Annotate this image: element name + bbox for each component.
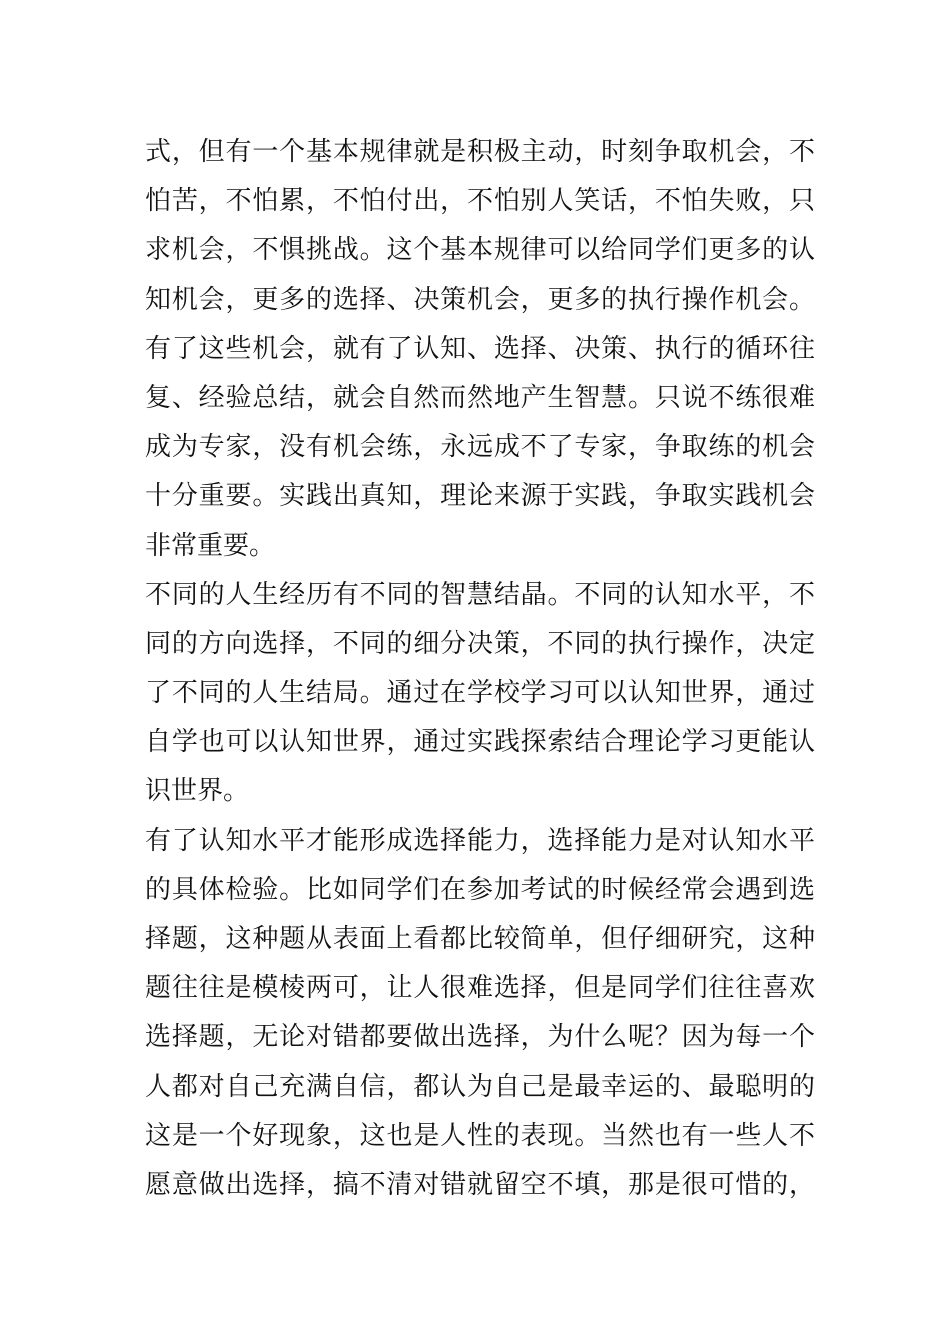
- text-line: 选择题，无论对错都要做出选择，为什么呢？因为每一个: [145, 1022, 815, 1053]
- text-line: 怕苦，不怕累，不怕付出，不怕别人笑话，不怕失败，只: [145, 186, 815, 217]
- text-line: 求机会，不惧挑战。这个基本规律可以给同学们更多的认: [145, 235, 815, 266]
- text-line: 愿意做出选择，搞不清对错就留空不填，那是很可惜的，: [145, 1169, 815, 1200]
- text-line: 非常重要。: [145, 530, 276, 561]
- text-line: 的具体检验。比如同学们在参加考试的时候经常会遇到选: [145, 874, 815, 905]
- text-line: 不同的人生经历有不同的智慧结晶。不同的认知水平，不: [145, 579, 815, 610]
- text-line: 知机会，更多的选择、决策机会，更多的执行操作机会。: [145, 284, 815, 315]
- text-line: 十分重要。实践出真知，理论来源于实践，争取实践机会: [145, 481, 815, 512]
- text-line: 人都对自己充满自信，都认为自己是最幸运的、最聪明的: [145, 1071, 815, 1102]
- text-line: 题往往是模棱两可，让人很难选择，但是同学们往往喜欢: [145, 973, 815, 1004]
- text-line: 识世界。: [145, 776, 250, 807]
- body-text: [145, 128, 815, 1210]
- text-line: 这是一个好现象，这也是人性的表现。当然也有一些人不: [145, 1120, 815, 1151]
- text-line: 择题，这种题从表面上看都比较简单，但仔细研究，这种: [145, 924, 815, 954]
- text-line: 式，但有一个基本规律就是积极主动，时刻争取机会，不: [145, 137, 815, 167]
- text-line: 有了认知水平才能形成选择能力，选择能力是对认知水平: [145, 825, 815, 856]
- text-line: 了不同的人生结局。通过在学校学习可以认知世界，通过: [145, 678, 815, 709]
- text-line: 自学也可以认知世界，通过实践探索结合理论学习更能认: [145, 727, 815, 758]
- text-line: 成为专家，没有机会练，永远成不了专家，争取练的机会: [145, 432, 815, 463]
- text-line: 有了这些机会，就有了认知、选择、决策、执行的循环往: [145, 333, 815, 364]
- text-line: 复、经验总结，就会自然而然地产生智慧。只说不练很难: [145, 382, 815, 413]
- text-line: 同的方向选择，不同的细分决策，不同的执行操作，决定: [145, 628, 815, 659]
